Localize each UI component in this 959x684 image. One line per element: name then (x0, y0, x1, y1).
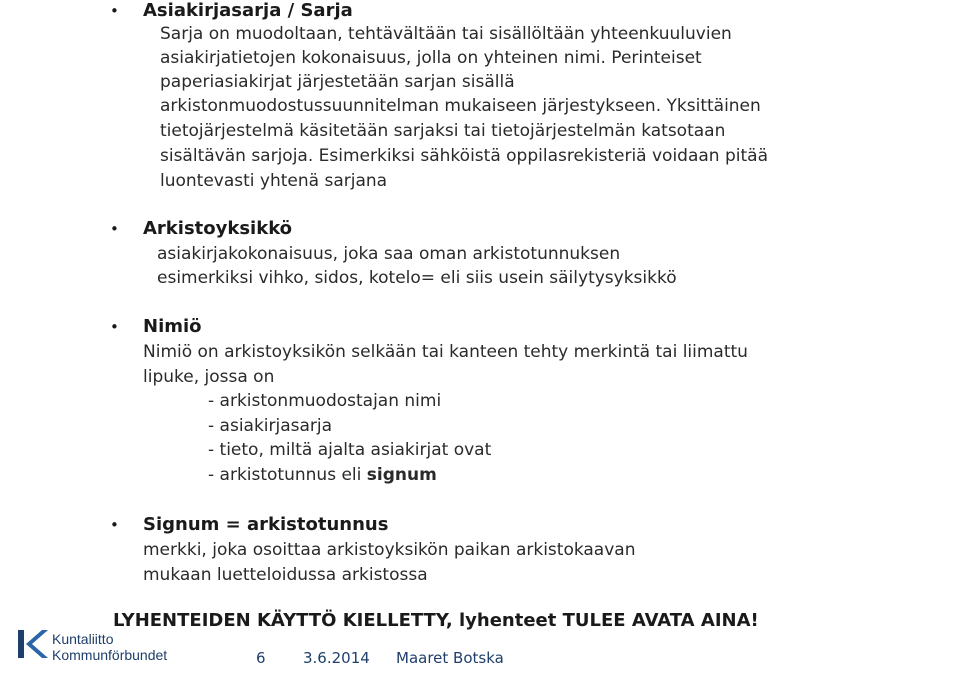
list-item (208, 465, 437, 485)
logo-text-line2: Kommunförbundet (52, 647, 168, 663)
bullet-marker: • (110, 516, 119, 534)
section-title-sarja: Asiakirjasarja / Sarja (143, 0, 353, 21)
paragraph-line: asiakirjakokonaisuus, joka saa oman arkistotunnuksen (157, 244, 621, 264)
section-title-nimio: Nimiö (143, 316, 202, 337)
paragraph-line: luontevasti yhtenä sarjana (160, 171, 388, 191)
kuntaliitto-logo (14, 626, 50, 666)
signum-emphasis: signum (366, 465, 437, 485)
warning-text: LYHENTEIDEN KÄYTTÖ KIELLETTY, lyhenteet TULEE AVATA AINA! (113, 610, 759, 631)
paragraph-line: Sarja on muodoltaan, tehtävältään tai sisällöltään yhteenkuuluvien (160, 24, 732, 44)
section-title-signum: Signum = arkistotunnus (143, 514, 389, 535)
paragraph-line: esimerkiksi vihko, sidos, kotelo= eli siis usein säilytysyksikkö (157, 268, 677, 288)
logo-text-line1: Kuntaliitto (52, 631, 114, 647)
paragraph-line: tietojärjestelmä käsitetään sarjaksi tai tietojärjestelmän katsotaan (160, 121, 726, 141)
paragraph-line: merkki, joka osoittaa arkistoyksikön paikan arkistokaavan (143, 540, 636, 560)
list-item: - arkistonmuodostajan nimi (208, 391, 442, 411)
bullet-marker: • (110, 2, 119, 20)
list-item: - asiakirjasarja (208, 416, 333, 436)
paragraph-line: arkistonmuodostussuunnitelman mukaiseen järjestykseen. Yksittäinen (160, 96, 761, 116)
section-title-arkistoyksikko: Arkistoyksikkö (143, 218, 293, 239)
bullet-marker: • (110, 318, 119, 336)
paragraph-line: Nimiö on arkistoyksikön selkään tai kanteen tehty merkintä tai liimattu (143, 342, 748, 362)
list-item-text: - arkistotunnus eli (208, 465, 362, 485)
paragraph-line: lipuke, jossa on (143, 367, 275, 387)
paragraph-line: asiakirjatietojen kokonaisuus, jolla on yhteinen nimi. Perinteiset (160, 48, 702, 68)
page-number: 6 (256, 649, 266, 667)
footer-date: 3.6.2014 (303, 649, 370, 667)
paragraph-line: paperiasiakirjat järjestetään sarjan sisällä (160, 72, 515, 92)
logo-k-icon (14, 626, 50, 662)
paragraph-line: mukaan luetteloidussa arkistossa (143, 565, 428, 585)
footer-author: Maaret Botska (396, 649, 504, 667)
bullet-marker: • (110, 220, 119, 238)
list-item: - tieto, miltä ajalta asiakirjat ovat (208, 440, 492, 460)
paragraph-line: sisältävän sarjoja. Esimerkiksi sähköistä oppilasrekisteriä voidaan pitää (160, 146, 768, 166)
